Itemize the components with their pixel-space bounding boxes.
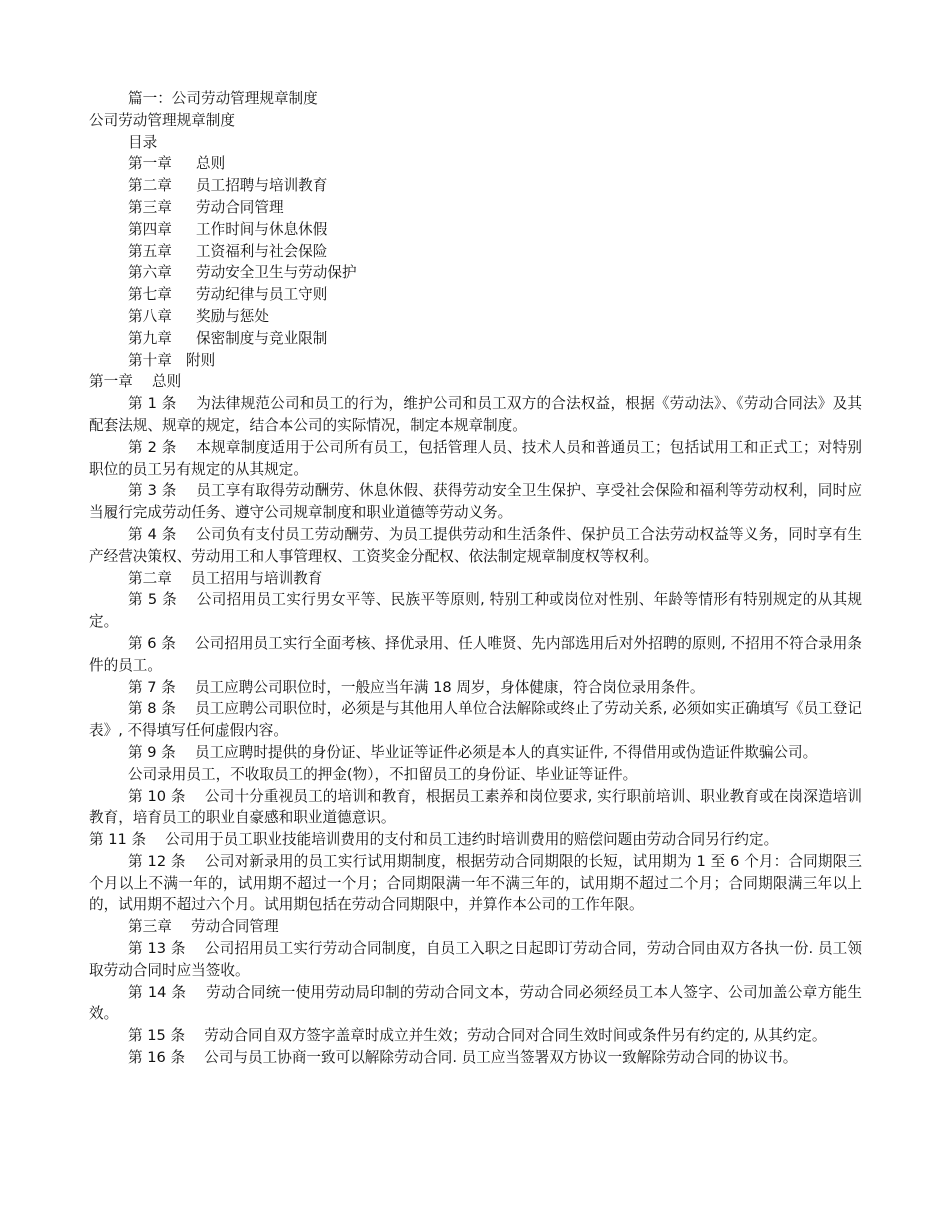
toc-item: 第五章 工资福利与社会保险 xyxy=(128,242,328,260)
chapter-1-heading: 第一章 总则 xyxy=(89,373,182,391)
article-11: 第 11 条 公司用于员工职业技能培训费用的支付和员工违约时培训费用的赔偿问题由劳动合同另行约定。 xyxy=(89,831,779,849)
main-title: 公司劳动管理规章制度 xyxy=(89,111,235,129)
part-title: 篇一：公司劳动管理规章制度 xyxy=(128,90,318,107)
article-13: 第 13 条 公司招用员工实行劳动合同制度，自员工入职之日起即订劳动合同，劳动合同由双方各执一份. 员工领取劳动合同时应当签收。 xyxy=(89,940,862,979)
article-6: 第 6 条 公司招用员工实行全面考核、择优录用、任人唯贤、先内部选用后对外招聘的原则, 不招用不符合录用条件的员工。 xyxy=(89,634,862,674)
article-16: 第 16 条 公司与员工协商一致可以解除劳动合同. 员工应当签署双方协议一致解除劳动合同的协议书。 xyxy=(128,1049,798,1067)
article-7: 第 7 条 员工应聘公司职位时，一般应当年满 18 周岁，身体健康，符合岗位录用条件。 xyxy=(128,678,705,696)
chapter-2-heading: 第二章 员工招用与培训教育 xyxy=(128,569,323,587)
article-14: 第 14 条 劳动合同统一使用劳动局印制的劳动合同文本，劳动合同必须经员工本人签字、公司加盖公章方能生效。 xyxy=(89,983,862,1023)
toc-item: 第七章 劳动纪律与员工守则 xyxy=(128,286,328,304)
table-of-contents xyxy=(89,153,862,371)
article-9-note: 公司录用员工，不收取员工的押金(物），不扣留员工的身份证、毕业证等证件。 xyxy=(128,765,638,783)
article-3: 第 3 条 员工享有取得劳动酬劳、休息休假、获得劳动安全卫生保护、享受社会保险和福利等劳动权利，同时应当履行完成劳动任务、遵守公司规章制度和职业道德等劳动义务。 xyxy=(89,482,862,522)
article-10: 第 10 条 公司十分重视员工的培训和教育，根据员工素养和岗位要求, 实行职前培训、职业教育或在岗深造培训教育，培育员工的职业自豪感和职业道德意识。 xyxy=(89,787,862,827)
toc-item: 第六章 劳动安全卫生与劳动保护 xyxy=(128,264,357,282)
chapter-3-heading: 第三章 劳动合同管理 xyxy=(128,918,279,936)
toc-item: 第二章 员工招聘与培训教育 xyxy=(128,177,328,195)
article-12: 第 12 条 公司对新录用的员工实行试用期制度，根据劳动合同期限的长短，试用期为 1 至 6 个月：合同期限三个月以上不满一年的，试用期不超过一个月；合同期限满一年不满三年的，试用期不超过二个月；合同期限满三年以上的，试用期不超过六个月。试用期包括在劳动合同期限中，并算作本公司的工作年限。 xyxy=(89,852,862,914)
toc-item: 第九章 保密制度与竞业限制 xyxy=(128,329,328,347)
toc-label: 目录 xyxy=(128,133,158,151)
article-15: 第 15 条 劳动合同自双方签字盖章时成立并生效；劳动合同对合同生效时间或条件另有约定的, 从其约定。 xyxy=(128,1027,827,1045)
article-5: 第 5 条 公司招用员工实行男女平等、民族平等原则, 特别工种或岗位对性别、年龄等情形有特别规定的从其规定。 xyxy=(89,591,862,631)
toc-item: 第十章 附则 xyxy=(128,351,216,369)
toc-item: 第八章 奖励与惩处 xyxy=(128,307,269,325)
toc-item: 第三章 劳动合同管理 xyxy=(128,198,284,216)
article-2: 第 2 条 本规章制度适用于公司所有员工，包括管理人员、技术人员和普通员工；包括试用工和正式工；对特别职位的员工另有规定的从其规定。 xyxy=(89,438,862,478)
article-8: 第 8 条 员工应聘公司职位时，必须是与其他用人单位合法解除或终止了劳动关系, 必须如实正确填写《员工登记表》, 不得填写任何虚假内容。 xyxy=(89,700,862,740)
article-4: 第 4 条 公司负有支付员工劳动酬劳、为员工提供劳动和生活条件、保护员工合法劳动权益等义务，同时享有生产经营决策权、劳动用工和人事管理权、工资奖金分配权、依法制定规章制度权等权利。 xyxy=(89,525,862,565)
toc-item: 第一章 总则 xyxy=(128,155,226,173)
toc-item: 第四章 工作时间与休息休假 xyxy=(128,220,328,238)
article-1: 第 1 条 为法律规范公司和员工的行为，维护公司和员工双方的合法权益，根据《劳动法》、《劳动合同法》及其配套法规、规章的规定，结合本公司的实际情况，制定本规章制度。 xyxy=(89,395,862,434)
article-9: 第 9 条 员工应聘时提供的身份证、毕业证等证件必须是本人的真实证件, 不得借用或伪造证件欺骗公司。 xyxy=(128,743,818,761)
